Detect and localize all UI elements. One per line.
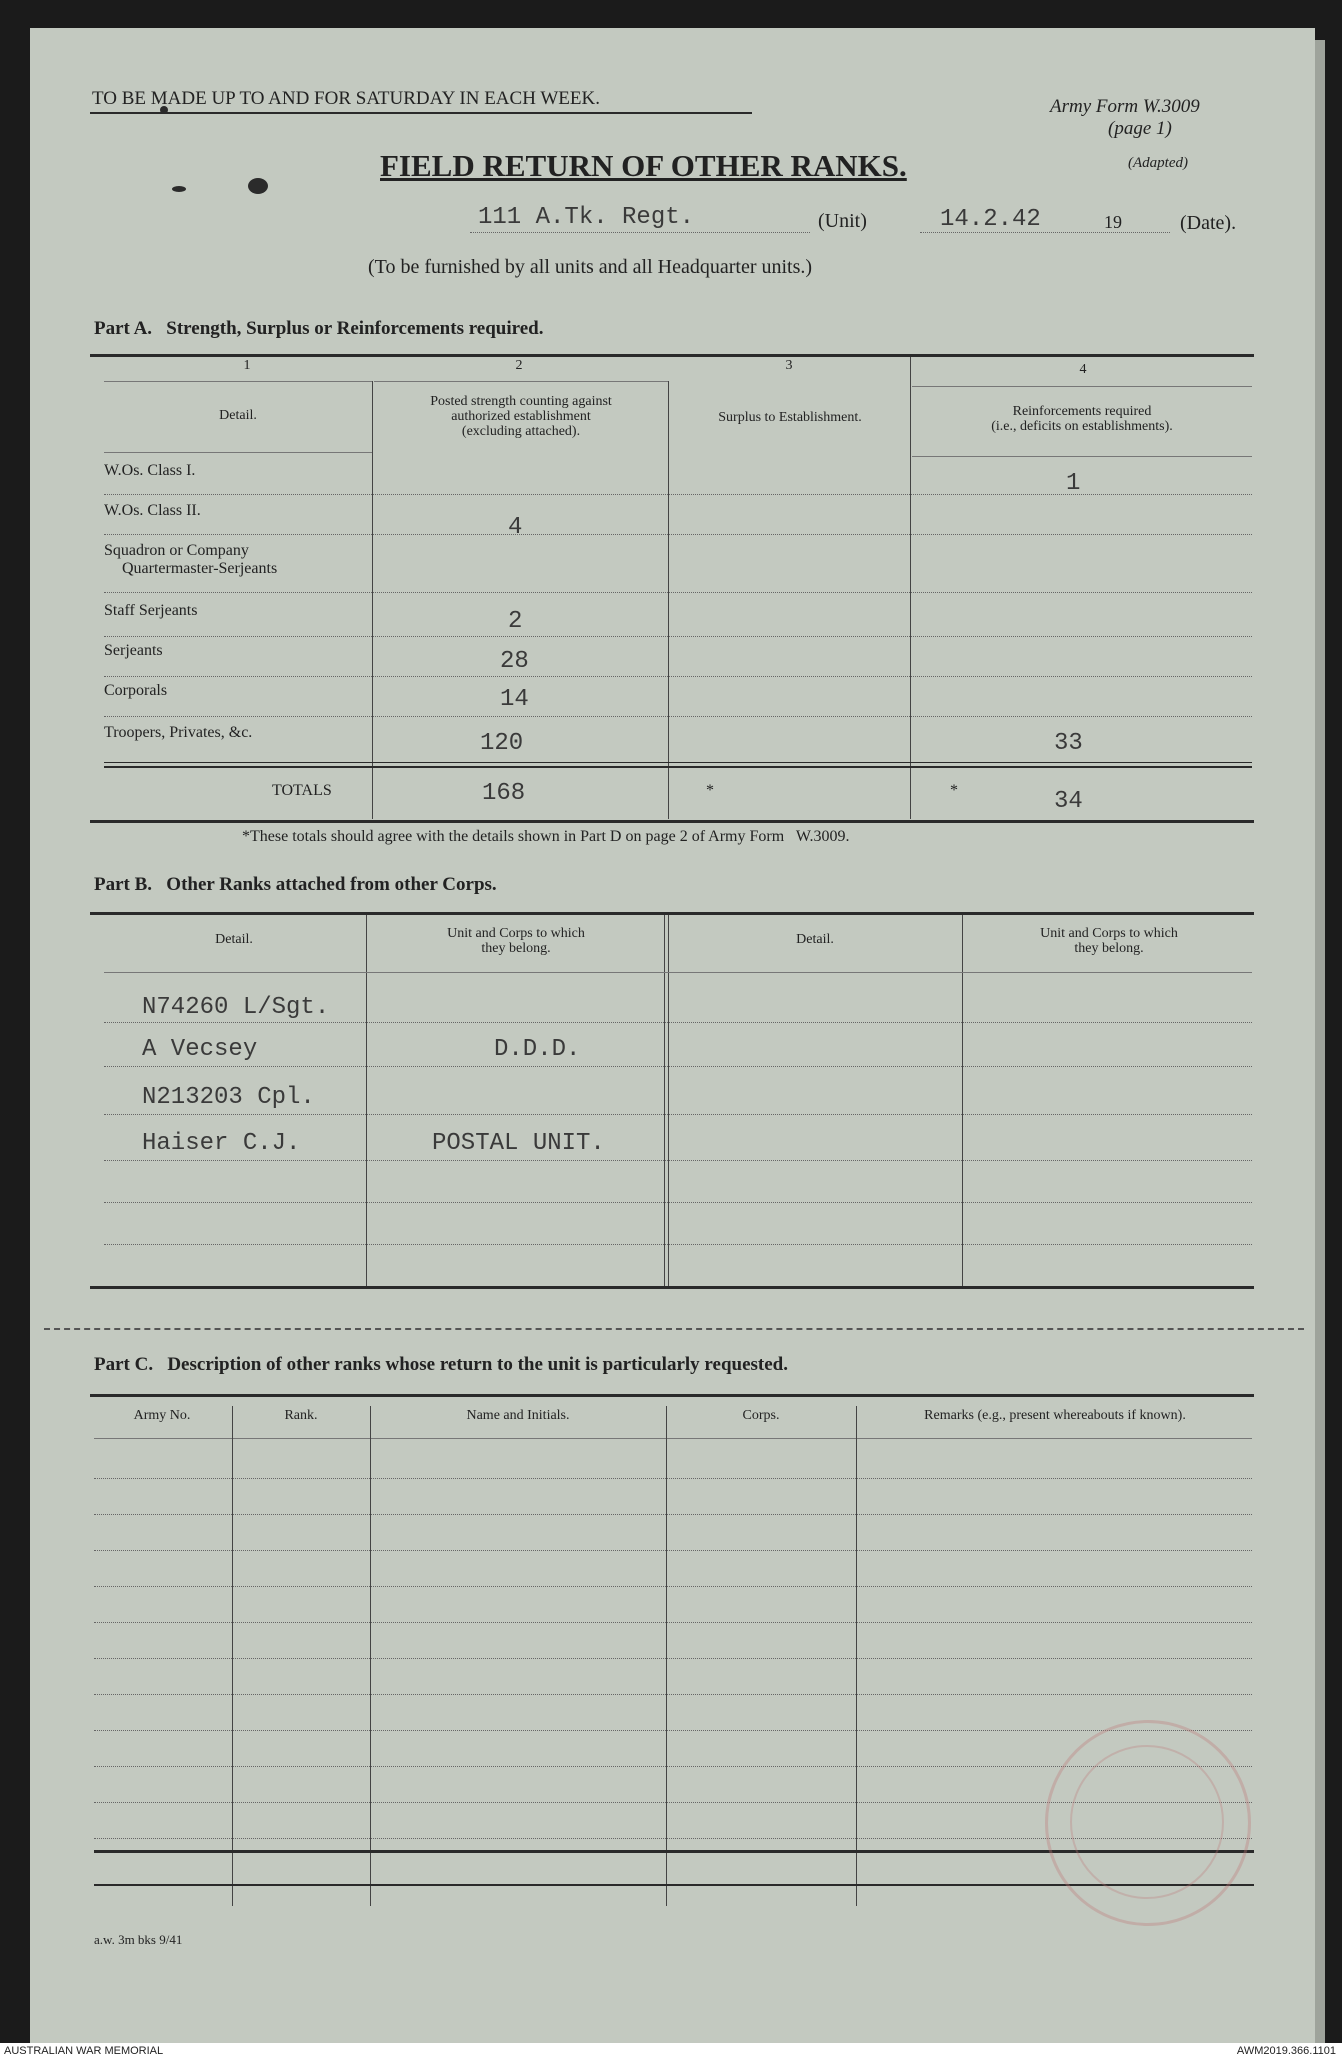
part-c-row-divider <box>94 1694 1252 1695</box>
col-number-3: 3 <box>785 358 793 373</box>
row-posted-wo2: 4 <box>508 514 523 541</box>
col-header-posted-line: Posted strength counting against <box>430 394 612 409</box>
part-b-col-unit-2 <box>966 926 1252 956</box>
part-b-header-underline <box>104 972 1252 973</box>
row-detail-cqms-2: Quartermaster-Serjeants <box>122 560 278 577</box>
part-b-heading: Part B. Other Ranks attached from other Corps. <box>94 874 497 895</box>
part-c-col-divider <box>370 1406 371 1906</box>
row-detail-sgt: Serjeants <box>104 642 163 659</box>
part-c-row-divider <box>94 1514 1252 1515</box>
archive-caption-right: AWM2019.366.1101 <box>1236 2045 1336 2057</box>
date-label: (Date). <box>1180 212 1237 234</box>
row-divider <box>104 636 1252 637</box>
header-underline <box>104 452 372 453</box>
date-dotted-line <box>920 232 1170 233</box>
part-a-col-divider <box>372 381 373 819</box>
part-b-col-detail: Detail. <box>215 932 253 947</box>
part-c-row-divider <box>94 1730 1252 1731</box>
unit-value: 111 A.Tk. Regt. <box>478 204 695 231</box>
row-detail-cpl: Corporals <box>104 682 168 699</box>
part-b-col-unit-line: Unit and Corps to which <box>447 926 585 941</box>
row-detail-cqms: Squadron or Company <box>104 542 249 559</box>
weekly-instruction: TO BE MADE UP TO AND FOR SATURDAY IN EACH WEEK. <box>92 88 600 109</box>
row-detail-pte: Troopers, Privates, &c. <box>104 724 253 741</box>
part-b-row-divider <box>104 1160 1252 1161</box>
col-number-underline <box>104 381 372 382</box>
col-number-underline <box>912 386 1252 387</box>
form-name: Army Form W.3009 <box>1050 96 1200 117</box>
part-b-top-rule <box>90 912 1254 915</box>
date-year: 19 <box>1104 212 1122 232</box>
part-a-col-divider <box>910 357 911 819</box>
totals-rule <box>104 762 1252 763</box>
part-c-row-divider <box>94 1550 1252 1551</box>
col-number-2: 2 <box>515 358 523 373</box>
part-c-top-rule <box>90 1394 1254 1397</box>
totals-label: TOTALS <box>272 782 332 799</box>
row-divider <box>104 494 1252 495</box>
col-header-reinf-line: Reinforcements required <box>1012 404 1152 419</box>
row-reinf-pte: 33 <box>1054 730 1083 757</box>
part-b-bottom-rule <box>90 1286 1254 1289</box>
form-page: (page 1) <box>1108 118 1172 139</box>
part-b-col-divider <box>668 915 669 1287</box>
part-c-col-divider <box>666 1406 667 1906</box>
ink-blot <box>248 178 268 194</box>
part-c-col-army-no: Army No. <box>133 1408 191 1423</box>
col-number-4: 4 <box>1079 362 1087 377</box>
row-posted-pte: 120 <box>480 730 524 757</box>
part-b-col-divider <box>962 915 963 1287</box>
part-c-col-divider <box>232 1406 233 1906</box>
archive-caption-left: AUSTRALIAN WAR MEMORIAL <box>4 2045 164 2057</box>
totals-surplus-mark: * <box>706 782 714 799</box>
row-divider <box>104 676 1252 677</box>
part-b-row-divider <box>104 1022 1252 1023</box>
part-c-col-rank: Rank. <box>284 1408 318 1423</box>
unit-label: (Unit) <box>818 210 867 232</box>
print-code: a.w. 3m bks 9/41 <box>94 1932 183 1947</box>
part-b-col-divider <box>664 915 665 1287</box>
furnished-note: (To be furnished by all units and all Headquarter units.) <box>368 256 813 278</box>
col-header-reinforcements <box>912 404 1252 434</box>
part-a-heading: Part A. Strength, Surplus or Reinforcements required. <box>94 318 544 339</box>
col-number-1: 1 <box>243 358 251 373</box>
row-posted-cpl: 14 <box>500 686 529 713</box>
totals-posted: 168 <box>482 780 526 807</box>
part-b-unit-2: D.D.D. <box>494 1036 581 1063</box>
part-b-col-detail-2: Detail. <box>796 932 834 947</box>
row-posted-ssgt: 2 <box>508 608 523 635</box>
part-c-col-divider <box>856 1406 857 1906</box>
archive-caption-bar <box>0 2043 1342 2061</box>
part-c-col-remarks: Remarks (e.g., present whereabouts if known). <box>924 1408 1186 1423</box>
part-a-bottom-rule <box>90 820 1254 823</box>
row-reinf-wo1: 1 <box>1066 470 1081 497</box>
unit-dotted-line <box>470 232 810 233</box>
totals-reinf: 34 <box>1054 788 1083 815</box>
part-c-col-corps: Corps. <box>742 1408 780 1423</box>
part-c-row-divider <box>94 1586 1252 1587</box>
part-c-col-name: Name and Initials. <box>466 1408 570 1423</box>
part-b-col-divider <box>366 915 367 1287</box>
col-header-posted <box>374 394 668 439</box>
row-detail-wo1: W.Os. Class I. <box>104 462 196 479</box>
totals-rule <box>104 766 1252 768</box>
part-b-detail-3: N213203 Cpl. <box>142 1084 315 1111</box>
part-c-row-divider <box>94 1658 1252 1659</box>
form-adapted: (Adapted) <box>1128 155 1188 171</box>
header-underline <box>912 456 1252 457</box>
part-a-footnote: *These totals should agree with the details shown in Part D on page 2 of Army Form W.3009. <box>242 828 850 845</box>
date-value: 14.2.42 <box>940 206 1041 233</box>
row-posted-sgt: 28 <box>500 648 529 675</box>
part-c-heading: Part C. Description of other ranks whose return to the unit is particularly requested. <box>94 1354 788 1375</box>
col-header-posted-line: authorized establishment <box>451 409 591 424</box>
row-divider <box>104 716 1252 717</box>
col-header-reinf-line: (i.e., deficits on establishments). <box>991 419 1173 434</box>
col-header-surplus: Surplus to Establishment. <box>718 410 862 425</box>
part-c-row-divider <box>94 1622 1252 1623</box>
part-b-row-divider <box>104 1114 1252 1115</box>
part-c-row-divider <box>94 1478 1252 1479</box>
part-b-detail-4: Haiser C.J. <box>142 1130 301 1157</box>
ink-blot <box>172 186 186 192</box>
row-detail-ssgt: Staff Serjeants <box>104 602 198 619</box>
col-header-posted-line: (excluding attached). <box>461 424 581 439</box>
part-b-col-unit-line: they belong. <box>481 941 551 956</box>
part-b-col-unit-2-line: they belong. <box>1074 941 1144 956</box>
page-edge <box>1315 40 1325 2043</box>
instruction-underline <box>90 112 752 114</box>
part-c-header-underline <box>94 1438 1252 1439</box>
col-header-detail: Detail. <box>219 408 257 423</box>
part-b-row-divider <box>104 1066 1252 1067</box>
tear-off-perforation <box>44 1328 1304 1330</box>
row-detail-wo2: W.Os. Class II. <box>104 502 201 519</box>
part-b-row-divider <box>104 1244 1252 1245</box>
totals-reinf-mark: * <box>950 782 958 799</box>
row-divider <box>104 592 1252 593</box>
part-b-col-unit-2-line: Unit and Corps to which <box>1040 926 1178 941</box>
part-b-detail-1: N74260 L/Sgt. <box>142 994 330 1021</box>
part-a-col-divider <box>668 381 669 819</box>
col-number-underline <box>374 381 668 382</box>
part-b-col-unit <box>368 926 664 956</box>
part-b-unit-4: POSTAL UNIT. <box>432 1130 605 1157</box>
form-title: FIELD RETURN OF OTHER RANKS. <box>380 148 907 183</box>
faded-stamp-inner <box>1070 1745 1224 1899</box>
part-a-top-rule <box>90 354 1254 357</box>
part-b-detail-2: A Vecsey <box>142 1036 258 1063</box>
row-divider <box>104 534 1252 535</box>
part-b-row-divider <box>104 1202 1252 1203</box>
